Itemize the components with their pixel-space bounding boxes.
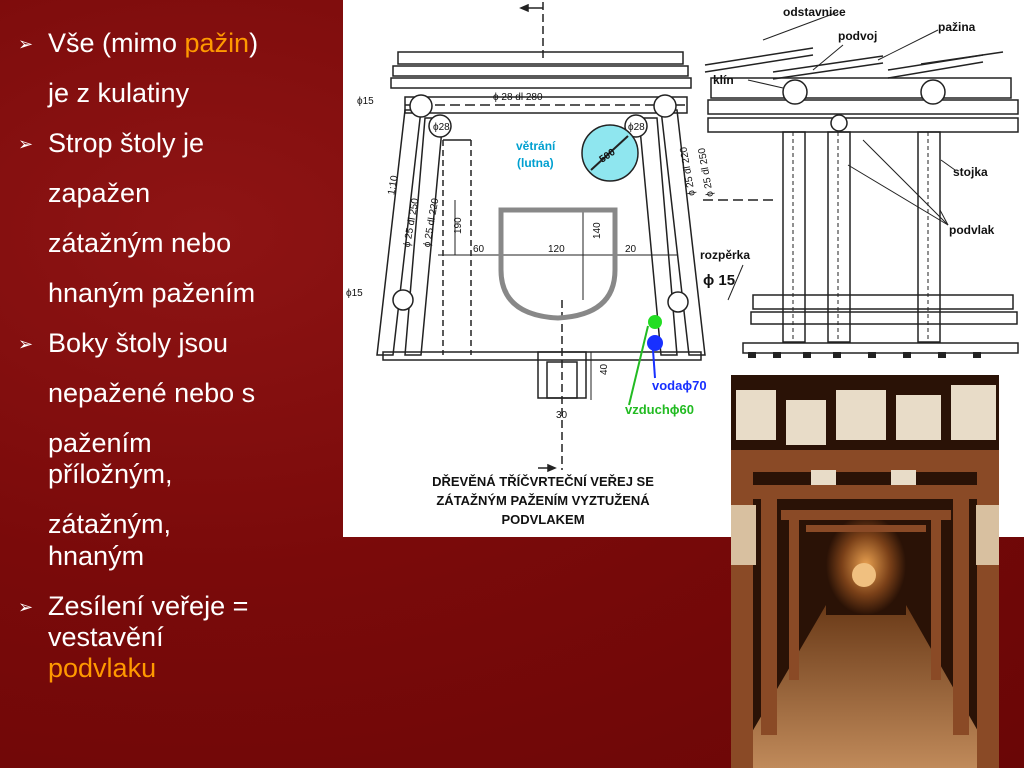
tunnel-photo-svg [731,375,999,768]
label-d20: 20 [625,244,637,255]
label-stojka: stojka [953,165,988,179]
bullet-line: hnaným [48,540,145,571]
bullet-line: pažením [48,428,152,459]
water-pipe-icon [647,335,663,351]
bullet-arrow-icon: ➢ [18,334,34,355]
caption-line-2: ZÁTAŽNÝM PAŽENÍM VYZTUŽENÁ [436,493,650,508]
bullet-line: vestavění [48,621,164,652]
bullet-arrow-icon: ➢ [18,596,34,617]
bullet-line: Strop štoly je [48,128,205,159]
label-phi15-tl: ϕ15 [357,96,374,107]
label-rozperka: rozpěrka [700,248,751,262]
label-d140: 140 [592,222,603,239]
highlight-term: pažin [184,28,250,58]
bullet-line: Zesílení veřeje = [48,590,249,621]
label-phi28-r: ϕ28 [628,122,645,133]
bullet-arrow-icon: ➢ [18,34,34,54]
label-odstavnice: odstavnice [783,5,846,19]
bullet-line: hnaným pažením [48,278,256,309]
bullet-item [14,591,334,684]
bullet-line: příložným, [48,459,173,490]
tunnel-photo [731,375,999,768]
label-d30: 30 [556,410,568,421]
label-ventilation: větrání [516,139,556,153]
label-d60: 60 [473,244,485,255]
bullet-line: je z kulatiny [48,78,190,109]
label-klin: klín [713,73,734,87]
bullet-item [14,28,334,109]
label-voda: vodaϕ70 [652,378,707,393]
bullet-line: Boky štoly jsou [48,328,229,359]
label-d40: 40 [599,363,610,375]
caption-line-1: DŘEVĚNÁ TŘÍČVRTEČNÍ VEŘEJ SE [432,474,654,489]
label-top-beam: ϕ 28 dl 280 [493,92,543,103]
bullet-list [14,28,334,703]
label-vent-dim: 500 [597,146,618,166]
bullet-line: zátažným, [48,509,172,540]
bullet-text: ) [249,28,259,58]
label-phi28-l: ϕ28 [433,122,450,133]
label-podvlak: podvlak [949,223,995,237]
bullet-item [14,328,334,571]
label-vzduch: vzduchϕ60 [625,402,694,417]
bullet-text: Vše (mimo [48,28,185,58]
label-podvoj: podvoj [838,29,878,43]
air-pipe-icon [648,315,662,329]
bullet-line: podvlaku [48,652,157,683]
bullet-line [48,28,334,59]
caption-line-3: PODVLAKEM [501,512,585,527]
label-left-post: ϕ 25 dl 250 [401,197,422,249]
label-d120: 120 [548,244,565,255]
label-right-inner: ϕ 25 dl 220 [678,145,698,197]
label-pazina: pažina [938,20,976,34]
bullet-item [14,128,334,309]
bullet-arrow-icon: ➢ [18,134,34,155]
label-d190: 190 [453,217,464,234]
label-phi15-bl: ϕ15 [346,288,363,299]
label-left-inner: ϕ 25 dl 220 [421,197,442,249]
label-slope: 1:10 [386,174,401,196]
bullet-line: zapažen [48,178,151,209]
label-right-post: ϕ 25 dl 250 [696,146,717,198]
bullet-line: zátažným nebo [48,228,232,259]
label-phi15-right: ϕ 15 [703,272,736,289]
label-lutna: (lutna) [517,156,554,170]
bullet-line: nepažené nebo s [48,378,256,409]
